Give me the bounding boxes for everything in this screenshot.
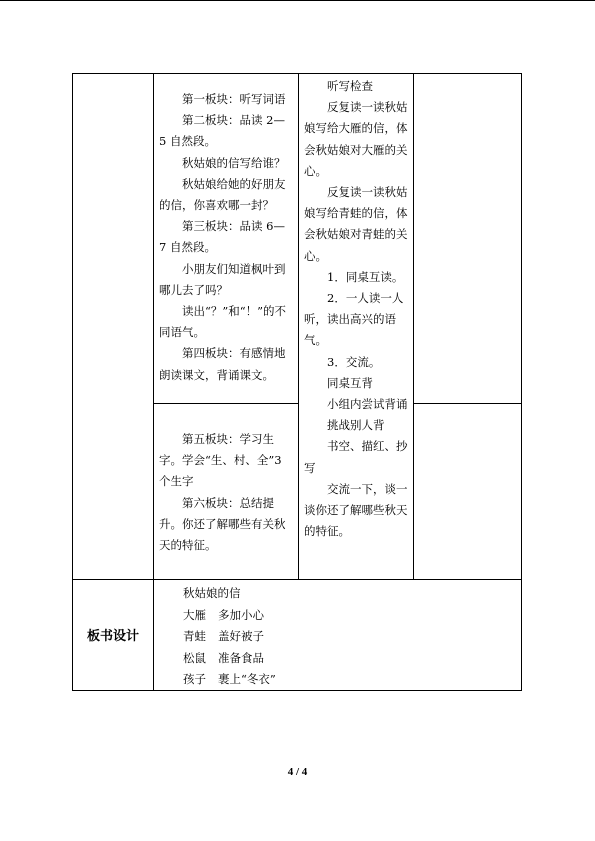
board-row: 大雁 多加小心 — [183, 607, 264, 622]
col-divider-2 — [298, 73, 299, 580]
col-divider-1 — [153, 73, 154, 691]
row-divider-col4 — [413, 403, 522, 404]
block-2-question-2: 秋姑娘给她的好朋友的信，你喜欢哪一封？ — [159, 176, 286, 213]
table-border-top — [72, 73, 522, 74]
activity-8: 小组内尝试背诵 — [327, 397, 408, 412]
table-border-right — [521, 73, 522, 691]
activity-1: 听写检查 — [327, 79, 373, 93]
teaching-blocks-top — [159, 89, 292, 386]
board-design-label: 板书设计 — [86, 629, 139, 644]
activity-7: 同桌互背 — [327, 375, 373, 390]
col-divider-3 — [413, 73, 414, 580]
block-3-reading: 读出“？”和“！”的不同语气。 — [159, 304, 287, 340]
activity-3: 反复读一读秋姑娘写给青蛙的信，体会秋姑娘对青蛙的关心。 — [304, 185, 408, 263]
activity-2: 反复读一读秋姑娘写给大雁的信，体会秋姑娘对大雁的关心。 — [304, 100, 408, 178]
block-2-question-1: 秋姑娘的信写给谁？ — [182, 155, 286, 170]
block-1: 第一板块：听写词语 — [182, 92, 286, 106]
table-border-left — [72, 73, 73, 691]
board-title: 秋姑娘的信 — [183, 586, 241, 600]
row-divider-board — [72, 579, 522, 580]
block-5: 第五板块：学习生字。学会“生、村、全”3 个生字 — [159, 432, 282, 489]
board-design-content — [183, 583, 513, 691]
page-top-rule — [0, 0, 595, 1]
activity-9: 挑战别人背 — [327, 418, 385, 433]
activity-5: 2．一人读一人听，读出高兴的语气。 — [304, 291, 404, 348]
board-row: 孩子 裹上“冬衣” — [183, 672, 276, 686]
block-6: 第六板块：总结提升。你还了解哪些有关秋天的特征。 — [159, 495, 286, 553]
board-row: 松鼠 准备食品 — [183, 650, 264, 665]
activity-4: 1．同桌互读。 — [327, 269, 404, 284]
block-4: 第四板块：有感情地朗读课文，背诵课文。 — [159, 346, 286, 382]
board-row: 青蛙 盖好被子 — [183, 629, 264, 643]
activity-11: 交流一下，谈一谈你还了解哪些秋天的特征。 — [304, 481, 408, 539]
block-3-question: 小朋友们知道枫叶到哪儿去了吗？ — [159, 261, 286, 297]
page-number: 4 / 4 — [287, 766, 308, 778]
block-2: 第二板块：品读 2—5 自然段。 — [159, 113, 285, 149]
teaching-blocks-bottom — [159, 429, 292, 556]
block-3: 第三板块：品读 6—7 自然段。 — [159, 219, 285, 255]
activity-6: 3．交流。 — [327, 354, 381, 369]
student-activities — [304, 76, 408, 542]
row-divider-col2 — [153, 403, 298, 404]
activity-10: 书空、描红、抄写 — [304, 439, 408, 475]
